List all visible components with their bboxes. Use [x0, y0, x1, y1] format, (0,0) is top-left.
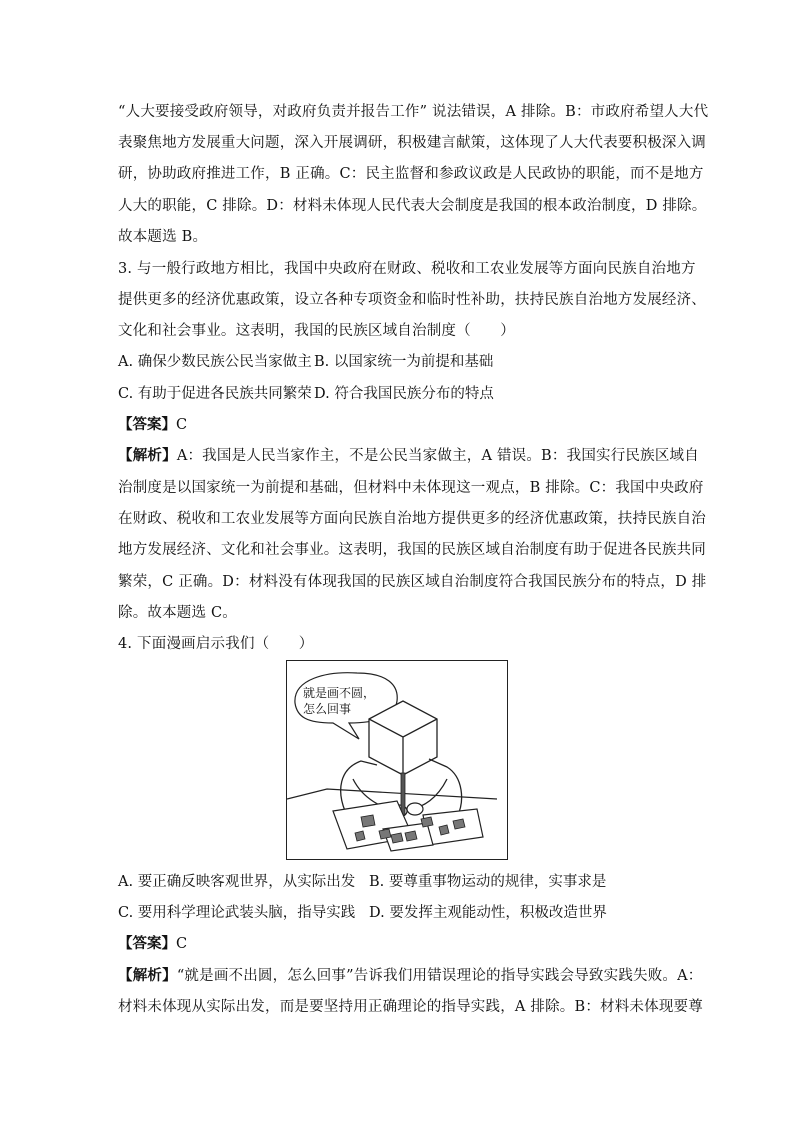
bubble-text: [303, 685, 375, 717]
q3-stem-line: 3. 与一般行政地方相比，我国中央政府在财政、税收和工农业发展等方面向民族自治地方: [118, 261, 696, 277]
q3-option-a: A. 确保少数民族公民当家做主: [118, 354, 312, 370]
q3-analysis-line: 除。故本题选 C。: [118, 605, 238, 621]
table-edge: [287, 789, 497, 799]
q3-analysis-label: 【解析】: [118, 447, 177, 464]
failed-circle: [405, 831, 417, 841]
q3-stem-line: 文化和社会事业。这表明，我国的民族区域自治制度（ ）: [118, 323, 515, 339]
failed-circle: [421, 817, 433, 827]
q4-option-d: D. 要发挥主观能动性，积极改造世界: [369, 905, 607, 921]
right-hand: [407, 803, 423, 815]
q3-analysis-line: 治制度是以国家统一为前提和基础，但材料中未体现这一观点，B 排除。C：我国中央政府: [118, 480, 704, 496]
q3-option-b: B. 以国家统一为前提和基础: [314, 354, 494, 370]
intro-line: 表聚焦地方发展重大问题，深入开展调研，积极建言献策，这体现了人大代表要积极深入调: [118, 135, 706, 151]
intro-line: 人大的职能，C 排除。D：材料未体现人民代表大会制度是我国的根本政治制度，D 排除。: [118, 198, 707, 214]
q3-answer-value: C: [176, 417, 188, 433]
q3-option-d: D. 符合我国民族分布的特点: [314, 386, 494, 402]
failed-circle: [453, 819, 465, 829]
bubble-line: 就是画不圆，: [303, 686, 376, 700]
q3-answer-label: 【答案】: [118, 416, 176, 433]
q4-analysis-line: [118, 966, 703, 986]
q3-analysis-line: 地方发展经济、文化和社会事业。这表明，我国的民族区域自治制度有助于促进各民族共同: [118, 542, 706, 558]
q4-analysis-label: 【解析】: [118, 967, 177, 984]
compass: [401, 773, 405, 815]
q4-answer-label: 【答案】: [118, 935, 176, 952]
q3-analysis-text: A：我国是人民当家作主，不是公民当家做主，A 错误。B：我国实行民族区域自: [176, 448, 699, 464]
failed-circle: [391, 833, 403, 843]
failed-circle: [379, 829, 391, 839]
intro-line: “人大要接受政府领导，对政府负责并报告工作” 说法错误，A 排除。B：市政府希望人大代: [118, 104, 709, 120]
q4-option-c: C. 要用科学理论武装头脑，指导实践: [118, 905, 356, 921]
q4-analysis-text: “就是画不出圆，怎么回事”告诉我们用错误理论的指导实践会导致实践失败。A：: [176, 968, 703, 984]
failed-circle: [355, 831, 365, 841]
q4-stem: 4. 下面漫画启示我们（ ）: [118, 636, 314, 652]
q4-analysis-line: 材料未体现从实际出发，而是要坚持用正确理论的指导实践，A 排除。B：材料未体现要尊: [118, 999, 703, 1015]
q4-answer-value: C: [176, 936, 188, 952]
q3-analysis-line: 繁荣，C 正确。D：材料没有体现我国的民族区域自治制度符合我国民族分布的特点，D 排: [118, 574, 707, 590]
q3-answer: [118, 415, 187, 435]
cartoon-figure: [286, 660, 508, 860]
q4-option-a: A. 要正确反映客观世界，从实际出发: [118, 874, 356, 890]
q3-option-c: C. 有助于促进各民族共同繁荣: [118, 386, 312, 402]
intro-line: 研，协助政府推进工作，B 正确。C：民主监督和参政议政是人民政协的职能，而不是地方: [118, 166, 704, 182]
failed-circle: [361, 815, 375, 827]
q3-stem-line: 提供更多的经济优惠政策，设立各种专项资金和临时性补助，扶持民族自治地方发展经济、: [118, 292, 706, 308]
intro-line: 故本题选 B。: [118, 229, 208, 245]
q4-option-b: B. 要尊重事物运动的规律，实事求是: [369, 874, 607, 890]
q3-analysis-line: 在财政、税收和工农业发展等方面向民族自治地方提供更多的经济优惠政策，扶持民族自治: [118, 511, 706, 527]
q3-analysis-line: [118, 446, 699, 466]
q4-answer: [118, 934, 187, 954]
failed-circle: [439, 825, 449, 835]
bubble-line: 怎么回事: [303, 702, 352, 716]
